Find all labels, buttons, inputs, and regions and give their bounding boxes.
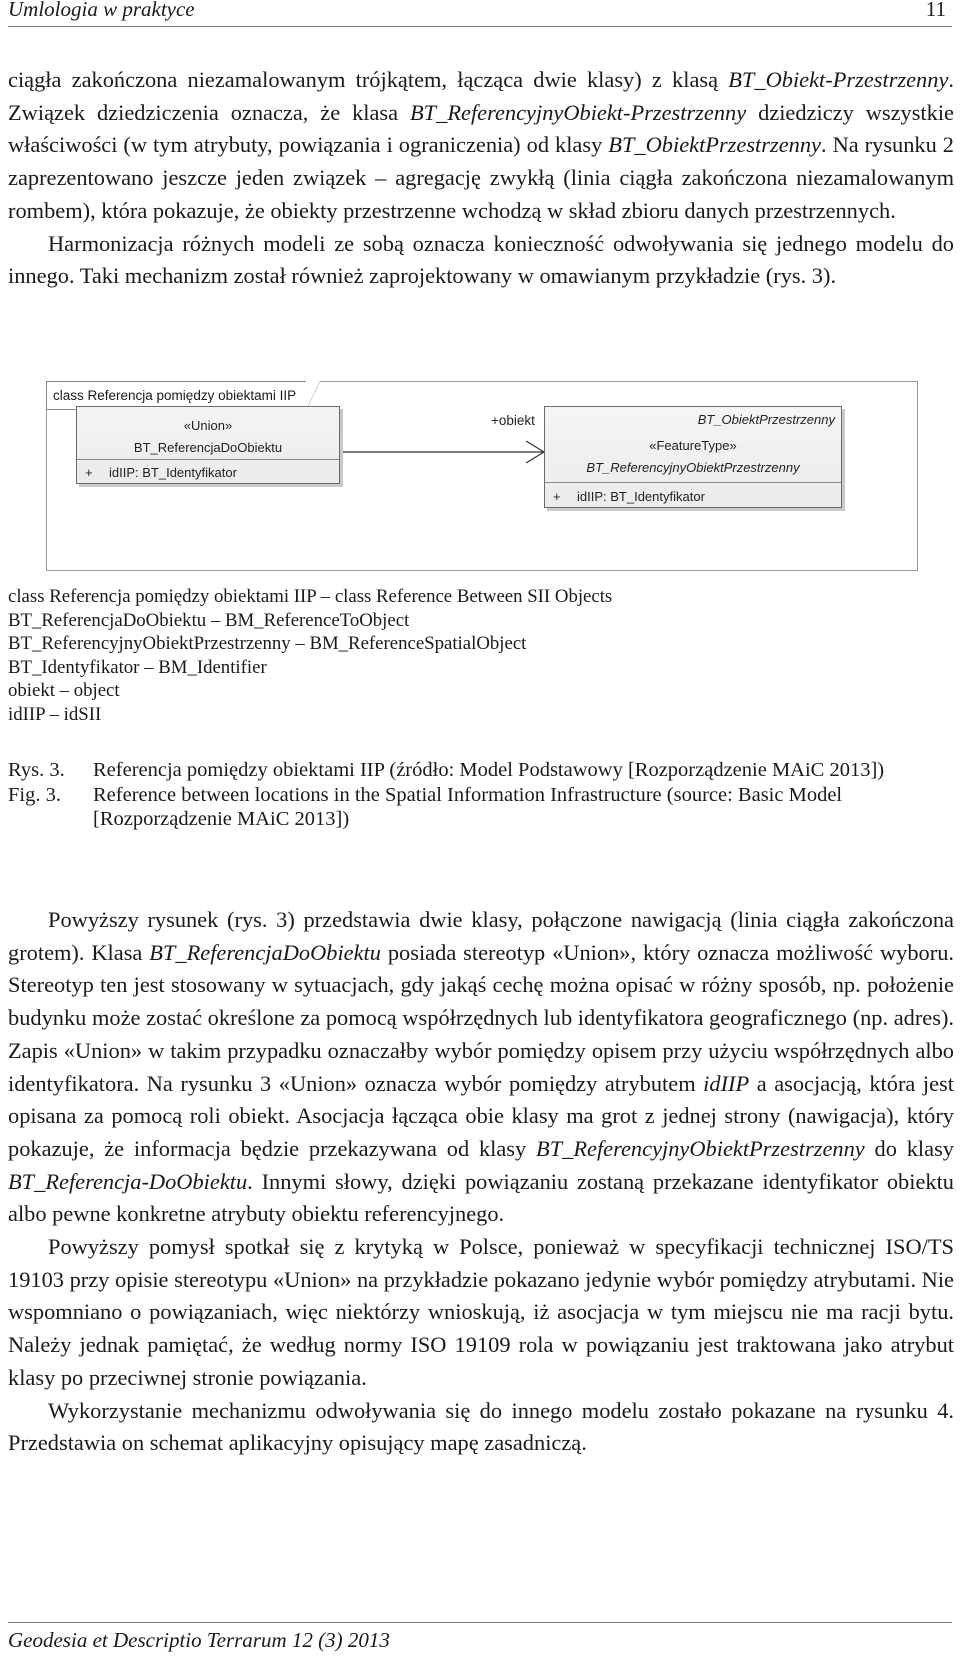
association-role-label: +obiekt — [491, 413, 535, 428]
class-box-referencyjny-obiekt-przestrzenny — [544, 406, 842, 508]
class-attribute: idIIP: BT_Identyfikator — [577, 489, 705, 504]
class-name: BT_ReferencyjnyObiektPrzestrzenny — [586, 460, 800, 475]
paragraph-3: Powyższy rysunek (rys. 3) przedstawia dwie klasy, połączone nawigacją (linia ciągła zakończona grotem). Klasa BT_ReferencjaDoObiektu posiada stereotyp «Union», który oznacza możliwość wyboru. Stereotyp ten jest stosowany w sytuacjach, gdy jakąś cechę można opisać w różny sposób, np. położenie budynku może zostać określone za pomocą współrzędnych lub identyfikatora geograficznego (np. adres). Zapis «Union» w takim przypadku oznaczałby wybór pomiędzy opisem przy użyciu współrzędnych albo identyfikatora. Na rysunku 3 «Union» oznacza wybór pomiędzy atrybutem idIIP a asocjacją, która jest opisana za pomocą roli obiekt. Asocjacja łącząca obie klasy ma grot z jednej strony (nawigacja), który pokazuje, że informacja będzie przekazywana od klasy BT_ReferencyjnyObiektPrzestrzenny do klasy BT_Referencja-DoObiektu. Innymi słowy, dzięki powiązaniu zostaną przekazane identyfikator obiektu albo pewne konkretne atrybuty obiektu referencyjnego. — [8, 907, 954, 1227]
caption-text-rys: Referencja pomiędzy obiektami IIP (źródło: Model Podstawowy [Rozporządzenie MAiC 2013]) — [93, 759, 885, 781]
legend-line: BT_ReferencyjnyObiektPrzestrzenny – BM_ReferenceSpatialObject — [8, 633, 527, 655]
running-header — [8, 0, 952, 27]
caption-label-fig: Fig. 3. — [8, 783, 61, 806]
text-block-top — [8, 64, 954, 293]
uml-diagram-frame — [46, 381, 918, 571]
legend-line: class Referencja pomiędzy obiektami IIP – class Reference Between SII Objects — [8, 586, 613, 607]
visibility-marker: + — [85, 465, 93, 480]
caption-english — [8, 783, 948, 832]
class-attribute: idIIP: BT_Identyfikator — [109, 465, 237, 480]
paragraph-5: Wykorzystanie mechanizmu odwoływania się do innego modelu zostało pokazane na rysunku 4. Przedstawia on schemat aplikacyjny opisujący mapę zasadniczą. — [8, 1397, 954, 1456]
paragraph-1: ciągła zakończona niezamalowanym trójkątem, łącząca dwie klasy) z klasą BT_Obiekt-Przestrzenny. Związek dziedziczenia oznacza, że klasa BT_ReferencyjnyObiekt-Przestrzenny dziedziczy wszystkie właściwości (w tym atrybuty, powiązania i ograniczenia) od klasy BT_ObiektPrzestrzenny. Na rysunku 2 zaprezentowano jeszcze jeden związek – agregację zwykłą (linia ciągła zakończona niezamalowanym rombem), która pokazuje, że obiekty przestrzenne wchodzą w skład zbioru danych przestrzennych. — [8, 67, 955, 223]
class-stereotype: «FeatureType» — [649, 438, 737, 453]
journal-section-title: Umlologia w praktyce — [8, 0, 195, 21]
legend-line: idIIP – idSII — [8, 703, 102, 725]
text-block-bottom — [8, 904, 954, 1460]
class-name: BT_ReferencjaDoObiektu — [133, 440, 283, 455]
caption-polish — [8, 758, 948, 783]
legend-line: obiekt – object — [8, 680, 120, 702]
paragraph-4: Powyższy pomysł spotkał się z krytyką w Polsce, ponieważ w specyfikacji technicznej ISO/TS 19103 przy opisie stereotypu «Union» na przykładzie pokazano jedynie wybór pomiędzy atrybutami. Nie wspomniano o powiązaniach, więc niektórzy wnioskują, iż asocjacja w tym miejscu nie ma racji bytu. Należy jednak pamiętać, że według normy ISO 19109 rola w powiązaniu jest traktowana jako atrybut klasy po przeciwnej stronie powiązania. — [8, 1234, 954, 1390]
paragraph-2: Harmonizacja różnych modeli ze sobą oznacza konieczność odwoływania się jednego modelu do innego. Taki mechanizm został również zaprojektowany w omawianym przykładzie (rys. 3). — [8, 230, 954, 289]
class-box-referencja-do-obiektu — [76, 406, 340, 484]
caption-text-fig: Reference between locations in the Spatial Information Infrastructure (source: Basic Model [Rozporządzenie MAiC 2013]) — [93, 783, 843, 830]
class-stereotype: «Union» — [183, 418, 233, 433]
parent-class-label: BT_ObiektPrzestrzenny — [697, 412, 835, 427]
caption-label-rys: Rys. 3. — [8, 759, 65, 781]
legend-line: BT_Identyfikator – BM_Identifier — [8, 656, 267, 678]
diagram-frame-title: class Referencja pomiędzy obiektami IIP — [46, 381, 306, 410]
page-number: 11 — [925, 0, 946, 21]
running-footer — [8, 1622, 952, 1659]
translation-legend — [8, 585, 612, 727]
journal-citation: Geodesia et Descriptio Terrarum 12 (3) 2013 — [8, 1628, 390, 1652]
figure-caption — [8, 758, 948, 832]
visibility-marker: + — [553, 489, 561, 504]
legend-line: BT_ReferencjaDoObiektu – BM_ReferenceToObject — [8, 609, 410, 631]
